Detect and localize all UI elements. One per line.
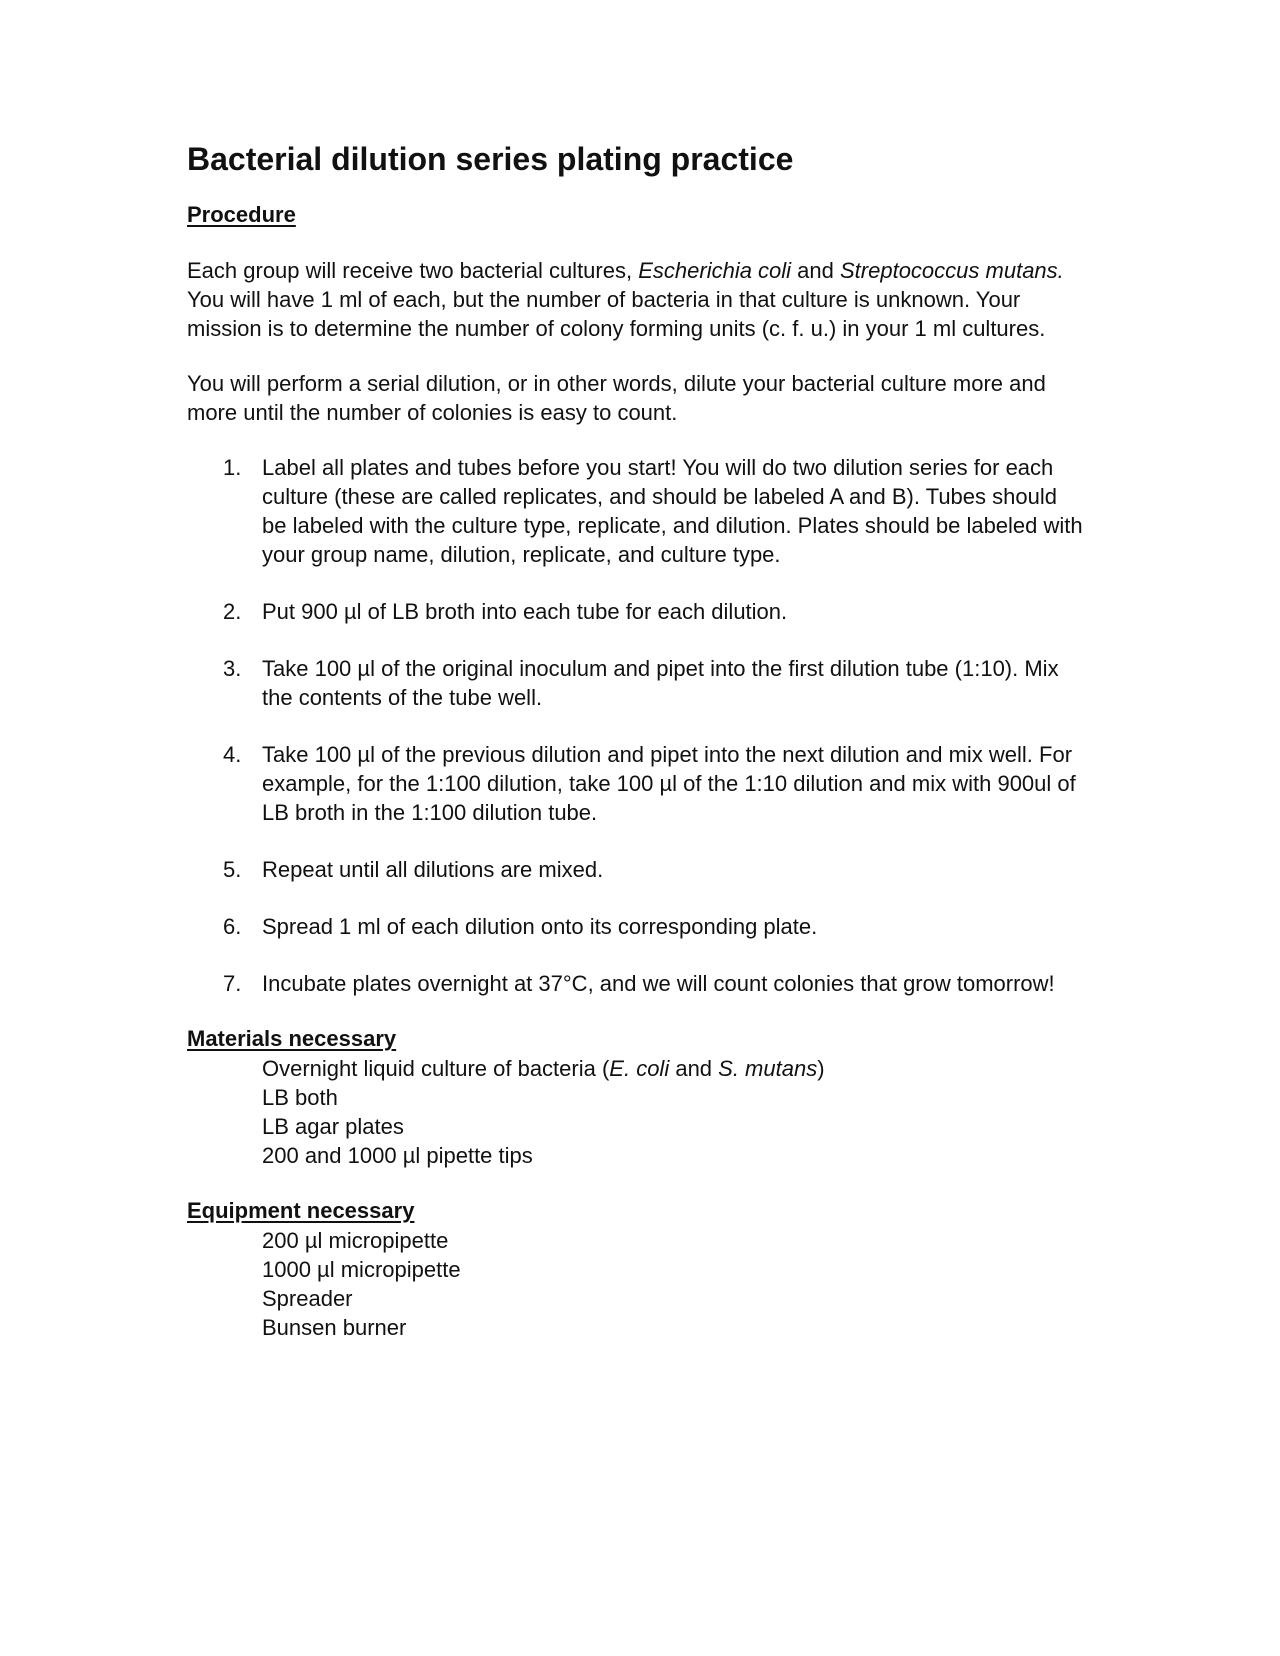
species-streptococcus-mutans: Streptococcus mutans. [840, 258, 1064, 284]
step-number: 2. [223, 599, 242, 625]
step-text: Label all plates and tubes before you start! You will do two dilution series for each culture (these are called replicates, and should be labeled A and B). Tubes should be labeled with the culture type, replicate, and dilution. Plates should be labeled with your group name, dilution, replicate, and culture type. [262, 455, 1083, 568]
species-e-coli: E. coli [609, 1056, 670, 1082]
procedure-step-1 [187, 453, 1087, 569]
procedure-step-3 [187, 654, 1087, 712]
material-text-2: and [669, 1056, 719, 1082]
step-text: Take 100 µl of the original inoculum and pipet into the first dilution tube (1:10). Mix the contents of the tube well. [262, 656, 1059, 711]
intro-text-3: You will have 1 ml of each, but the number of bacteria in that culture is unknown. Your mission is to determine the number of colony forming units (c. f. u.) in your 1 ml cultures. [187, 287, 1046, 342]
step-text: Incubate plates overnight at 37°C, and we will count colonies that grow tomorrow! [262, 971, 1055, 997]
procedure-step-7 [187, 969, 1087, 998]
procedure-step-6 [187, 912, 1087, 941]
step-number: 1. [223, 455, 242, 481]
intro-text-1: Each group will receive two bacterial cultures, [187, 258, 639, 284]
procedure-step-4 [187, 740, 1087, 827]
material-item: LB both [262, 1085, 338, 1111]
equipment-list [187, 1226, 1087, 1342]
material-item: LB agar plates [262, 1114, 404, 1140]
step-number: 3. [223, 656, 242, 682]
document-title: Bacterial dilution series plating practice [187, 141, 794, 177]
spacer [187, 343, 1087, 369]
equipment-item: Spreader [262, 1286, 353, 1312]
procedure-steps-list [187, 453, 1087, 998]
intro-text-2: and [791, 258, 840, 284]
species-s-mutans: S. mutans [718, 1056, 818, 1082]
spacer [187, 230, 1087, 256]
step-text: Put 900 µl of LB broth into each tube for each dilution. [262, 599, 788, 625]
step-text: Take 100 µl of the previous dilution and pipet into the next dilution and mix well. For example, for the 1:100 dilution, take 100 µl of the 1:10 dilution and mix with 900ul of LB broth in the 1:100 dilution tube. [262, 742, 1076, 826]
step-number: 5. [223, 857, 242, 883]
material-item [262, 1054, 1087, 1083]
procedure-heading: Procedure [187, 202, 296, 228]
procedure-intro-paragraph [187, 256, 1087, 343]
step-text: Spread 1 ml of each dilution onto its corresponding plate. [262, 914, 818, 940]
equipment-item: Bunsen burner [262, 1315, 407, 1341]
step-text: Repeat until all dilutions are mixed. [262, 857, 604, 883]
materials-heading: Materials necessary [187, 1026, 397, 1052]
step-number: 4. [223, 742, 242, 768]
equipment-heading: Equipment necessary [187, 1198, 415, 1224]
equipment-item: 1000 µl micropipette [262, 1257, 461, 1283]
material-item: 200 and 1000 µl pipette tips [262, 1143, 533, 1169]
material-text-1: Overnight liquid culture of bacteria ( [262, 1056, 610, 1082]
step-number: 7. [223, 971, 242, 997]
serial-dilution-paragraph: You will perform a serial dilution, or in other words, dilute your bacterial culture more and more until the number of colonies is easy to count. [187, 371, 1046, 426]
document-page [187, 140, 1087, 1342]
material-text-3: ) [817, 1056, 825, 1082]
species-escherichia-coli: Escherichia coli [638, 258, 792, 284]
spacer [187, 427, 1087, 453]
procedure-step-5 [187, 855, 1087, 884]
materials-list [187, 1054, 1087, 1170]
step-number: 6. [223, 914, 242, 940]
equipment-item: 200 µl micropipette [262, 1228, 449, 1254]
procedure-step-2 [187, 597, 1087, 626]
